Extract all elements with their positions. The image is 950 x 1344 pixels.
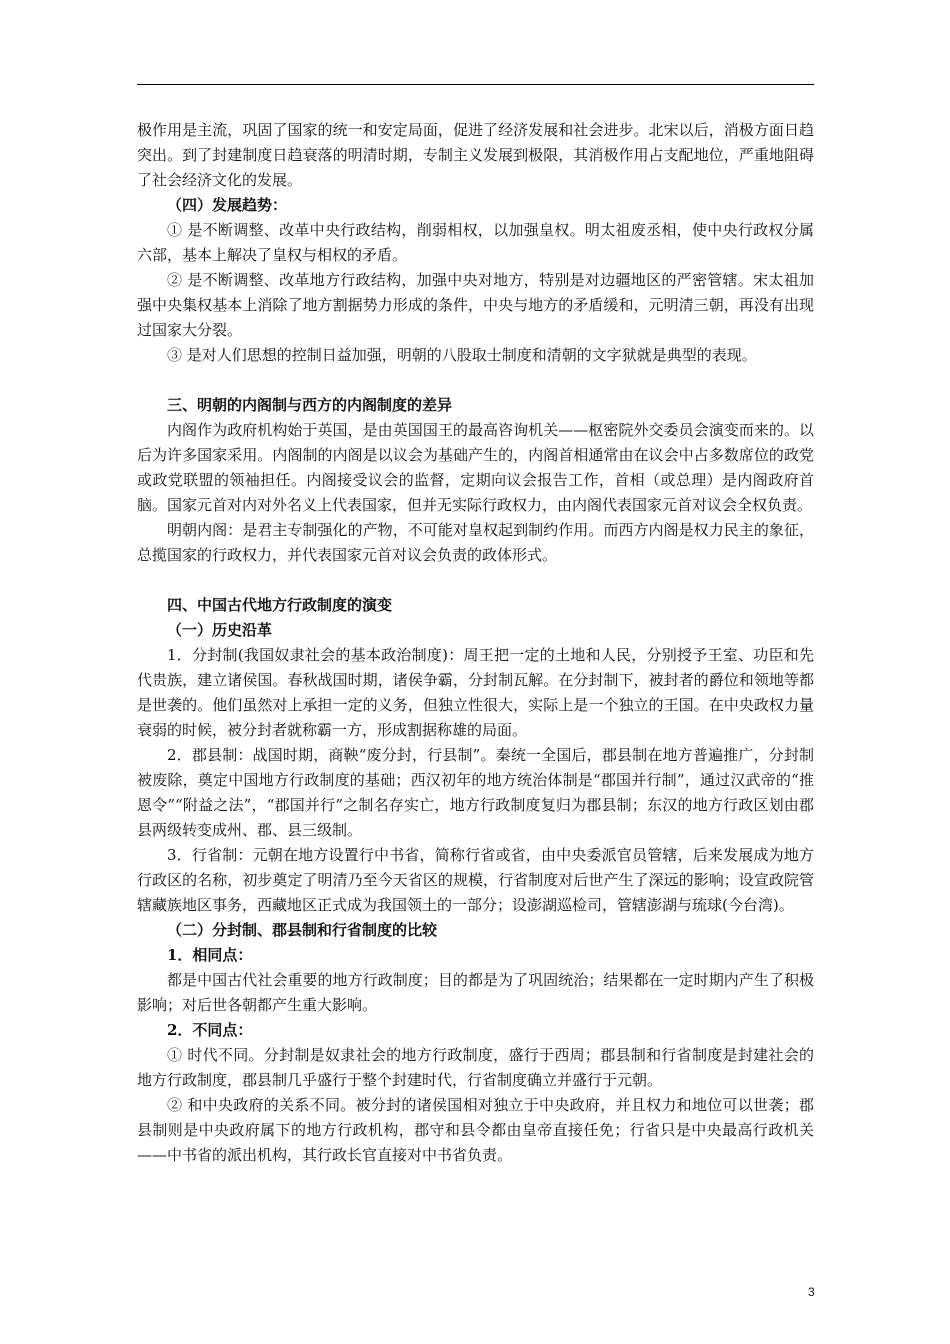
paragraph: 1．分封制(我国奴隶社会的基本政治制度)：周王把一定的土地和人民，分别授予王室、功臣和先代贵族，建立诸侯国。春秋战国时期，诸侯争霸，分封制瓦解。在分封制下，被封者的爵位和领地等都是世袭的。他们虽然对上承担一定的义务，但独立性很大，实际上是一个独立的王国。在中央政权力量衰弱的时候，被分封者就称霸一方，形成割据称雄的局面。 — [137, 646, 814, 739]
header-rule — [137, 84, 814, 85]
paragraph: ② 和中央政府的关系不同。被分封的诸侯国相对独立于中央政府，并且权力和地位可以世袭；郡县制则是中央政府属下的地方行政机构，郡守和县令都由皇帝直接任免；行省只是中央最高行政机关——中书省的派出机构，其行政长官直接对中书省负责。 — [137, 1096, 814, 1164]
section-heading: （一）历史沿革 — [167, 621, 273, 639]
paragraph: ① 是不断调整、改革中央行政结构，削弱相权，以加强皇权。明太祖废丞相，使中央行政权分属六部，基本上解决了皇权与相权的矛盾。 — [137, 221, 814, 264]
section-heading: 三、明朝的内阁制与西方的内阁制度的差异 — [167, 396, 453, 414]
paragraph: 极作用是主流，巩固了国家的统一和安定局面，促进了经济发展和社会进步。北宋以后，消极方面日趋突出。到了封建制度日趋衰落的明清时期，专制主义发展到极限，其消极作用占支配地位，严重地阻碍了社会经济文化的发展。 — [137, 121, 814, 189]
paragraph: ① 时代不同。分封制是奴隶社会的地方行政制度，盛行于西周；郡县制和行省制度是封建社会的地方行政制度，郡县制几乎盛行于整个封建时代，行省制度确立并盛行于元朝。 — [137, 1046, 814, 1089]
paragraph: 2．郡县制：战国时期，商鞅“废分封，行县制”。秦统一全国后，郡县制在地方普遍推广，分封制被废除，奠定中国地方行政制度的基础；西汉初年的地方统治体制是“郡国并行制”，通过汉武帝的“推恩令”“附益之法”，“郡国并行”之制名存实亡，地方行政制度复归为郡县制；东汉的地方行政区划由郡县两级转变成州、郡、县三级制。 — [137, 746, 814, 839]
section-heading: 1．相同点： — [167, 946, 253, 964]
paragraph: 3．行省制：元朝在地方设置行中书省，简称行省或省，由中央委派官员管辖，后来发展成为地方行政区的名称，初步奠定了明清乃至今天省区的规模，行省制度对后世产生了深远的影响；设宣政院管辖藏族地区事务，西藏地区正式成为我国领土的一部分；设澎湖巡检司，管辖澎湖与琉球(今台湾)。 — [137, 846, 814, 914]
page-number: 3 — [808, 1285, 815, 1299]
paragraph: 内阁作为政府机构始于英国，是由英国国王的最高咨询机关——枢密院外交委员会演变而来的。以后为许多国家采用。内阁制的内阁是以议会为基础产生的，内阁首相通常由在议会中占多数席位的政党或政党联盟的领袖担任。内阁接受议会的监督，定期向议会报告工作，首相（或总理）是内阁政府首脑。国家元首对内对外名义上代表国家，但并无实际行政权力，由内阁代表国家元首对议会全权负责。 — [137, 421, 814, 514]
paragraph: 明朝内阁：是君主专制强化的产物，不可能对皇权起到制约作用。而西方内阁是权力民主的象征，总揽国家的行政权力，并代表国家元首对议会负责的政体形式。 — [137, 521, 814, 564]
section-heading: 2．不同点： — [167, 1021, 253, 1039]
paragraph: ③ 是对人们思想的控制日益加强，明朝的八股取士制度和清朝的文字狱就是典型的表现。 — [167, 346, 757, 364]
section-heading: （四）发展趋势： — [167, 196, 288, 214]
document-body — [137, 118, 814, 1168]
section-heading: （二）分封制、郡县制和行省制度的比较 — [167, 921, 438, 939]
section-heading: 四、中国古代地方行政制度的演变 — [167, 596, 393, 614]
paragraph: 都是中国古代社会重要的地方行政制度；目的都是为了巩固统治；结果都在一定时期内产生了积极影响；对后世各朝都产生重大影响。 — [137, 971, 814, 1014]
paragraph: ② 是不断调整、改革地方行政结构，加强中央对地方，特别是对边疆地区的严密管辖。宋太祖加强中央集权基本上消除了地方割据势力形成的条件，中央与地方的矛盾缓和，元明清三朝，再没有出现过国家大分裂。 — [137, 271, 814, 339]
